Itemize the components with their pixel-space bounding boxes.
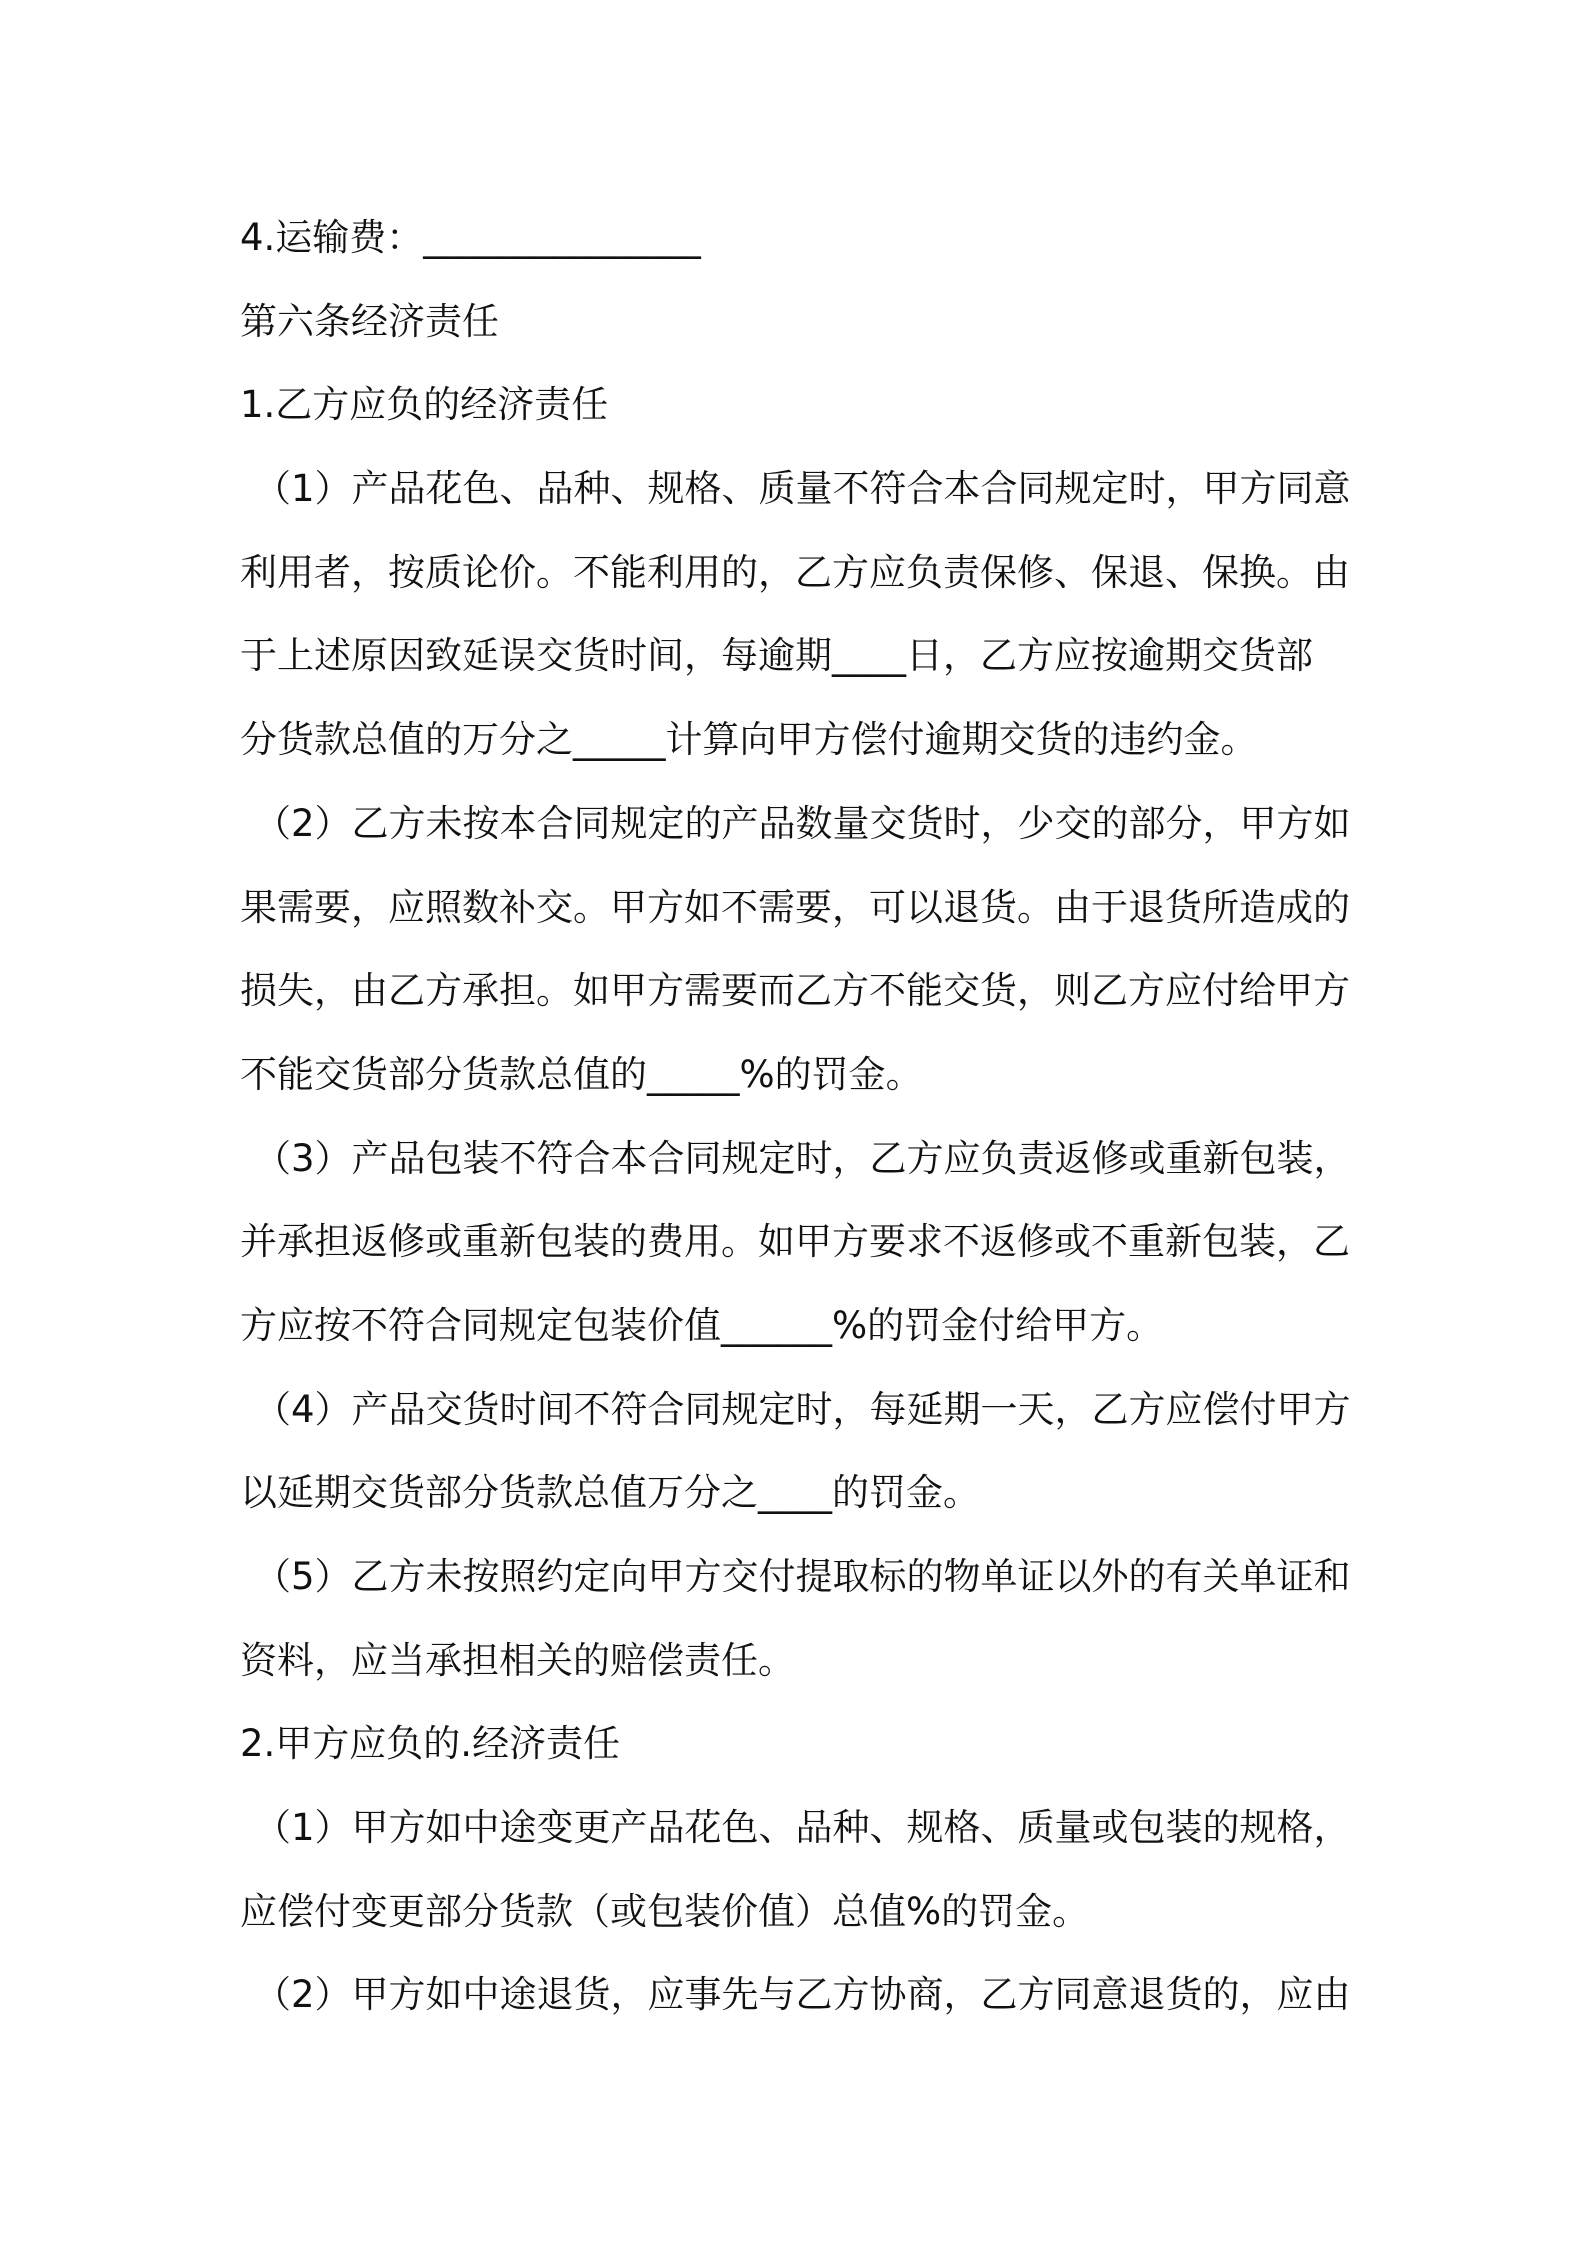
paragraph-line: 损失，由乙方承担。如甲方需要而乙方不能交货，则乙方应付给甲方 — [240, 969, 1350, 1013]
paragraph-line: （5）乙方未按照约定向甲方交付提取标的物单证以外的有关单证和 — [254, 1555, 1351, 1598]
paragraph-line: 分货款总值的万分之_____计算向甲方偿付逾期交货的违约金。 — [240, 718, 1258, 762]
section-party-a-heading: 2.甲方应负的.经济责任 — [240, 1722, 621, 1766]
paragraph-line: 果需要，应照数补交。甲方如不需要，可以退货。由于退货所造成的 — [240, 885, 1350, 929]
paragraph-line: （1）甲方如中途变更产品花色、品种、规格、质量或包装的规格， — [254, 1806, 1351, 1850]
paragraph-line: （3）产品包装不符合本合同规定时，乙方应负责返修或重新包装， — [254, 1136, 1351, 1180]
paragraph-line: 资料，应当承担相关的赔偿责任。 — [240, 1638, 795, 1682]
paragraph-line: 不能交货部分货款总值的_____%的罚金。 — [240, 1052, 923, 1096]
paragraph-line: 以延期交货部分货款总值万分之____的罚金。 — [240, 1471, 980, 1515]
paragraph-line: 并承担返修或重新包装的费用。如甲方要求不返修或不重新包装，乙 — [240, 1220, 1350, 1264]
paragraph-line: 于上述原因致延误交货时间，每逾期____日，乙方应按逾期交货部 — [240, 634, 1313, 678]
document-body — [240, 196, 1355, 2037]
paragraph-line: （2）乙方未按本合同规定的产品数量交货时，少交的部分，甲方如 — [254, 801, 1351, 845]
paragraph-line: 方应按不符合同规定包装价值______%的罚金付给甲方。 — [240, 1303, 1164, 1347]
paragraph-line: 应偿付变更部分货款（或包装价值）总值%的罚金。 — [240, 1889, 1090, 1933]
article-six-heading: 第六条经济责任 — [240, 299, 499, 343]
clause-transport-fee: 4.运输费：_______________ — [240, 216, 701, 259]
section-party-b-heading: 1.乙方应负的经济责任 — [240, 383, 609, 427]
paragraph-line: （1）产品花色、品种、规格、质量不符合本合同规定时，甲方同意 — [254, 467, 1351, 511]
paragraph-line: 利用者，按质论价。不能利用的，乙方应负责保修、保退、保换。由 — [240, 550, 1350, 594]
paragraph-line: （4）产品交货时间不符合同规定时，每延期一天，乙方应偿付甲方 — [254, 1387, 1351, 1431]
paragraph-line: （2）甲方如中途退货，应事先与乙方协商，乙方同意退货的，应由 — [254, 1973, 1351, 2017]
